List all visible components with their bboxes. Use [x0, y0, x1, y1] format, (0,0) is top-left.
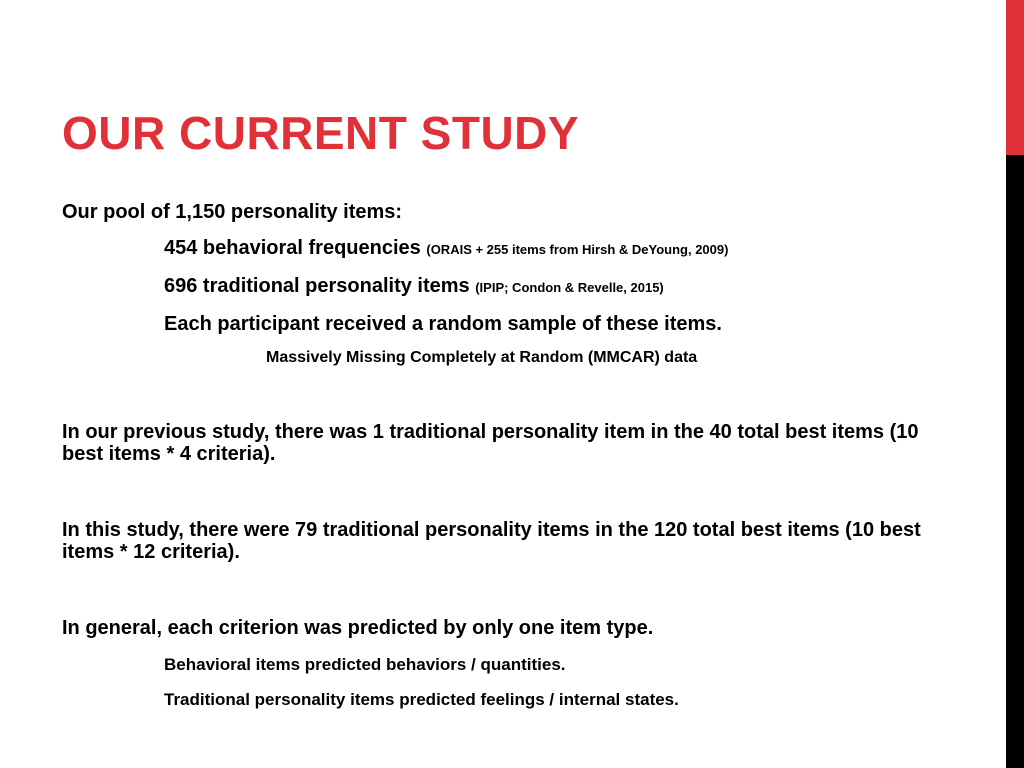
slide-title: OUR CURRENT STUDY — [62, 107, 580, 159]
side-accent-black — [1006, 155, 1024, 768]
traditional-predicted-line: Traditional personality items predicted feelings / internal states. — [164, 690, 679, 709]
random-sample-line: Each participant received a random sample of these items. — [164, 313, 722, 335]
traditional-items-line — [164, 275, 664, 297]
behavioral-main: 454 behavioral frequencies — [164, 237, 421, 259]
pool-heading: Our pool of 1,150 personality items: — [62, 201, 403, 223]
general-line: In general, each criterion was predicted by only one item type. — [62, 617, 654, 639]
previous-study-paragraph: In our previous study, there was 1 traditional personality item in the 40 total best items (10 best items * 4 criteria). — [62, 421, 919, 465]
side-accent-red — [1006, 0, 1024, 155]
behavioral-frequencies-line — [164, 237, 728, 259]
behavioral-note: (ORAIS + 255 items from Hirsh & DeYoung, 2009) — [426, 242, 729, 257]
behavioral-predicted-line: Behavioral items predicted behaviors / quantities. — [164, 655, 566, 674]
side-accent-bar — [1006, 0, 1024, 768]
traditional-note: (IPIP; Condon & Revelle, 2015) — [475, 280, 664, 295]
mmcar-line: Massively Missing Completely at Random (MMCAR) data — [266, 349, 698, 366]
this-study-paragraph: In this study, there were 79 traditional personality items in the 120 total best items (10 best items * 12 criteria). — [62, 519, 921, 563]
traditional-main: 696 traditional personality items — [164, 275, 470, 297]
